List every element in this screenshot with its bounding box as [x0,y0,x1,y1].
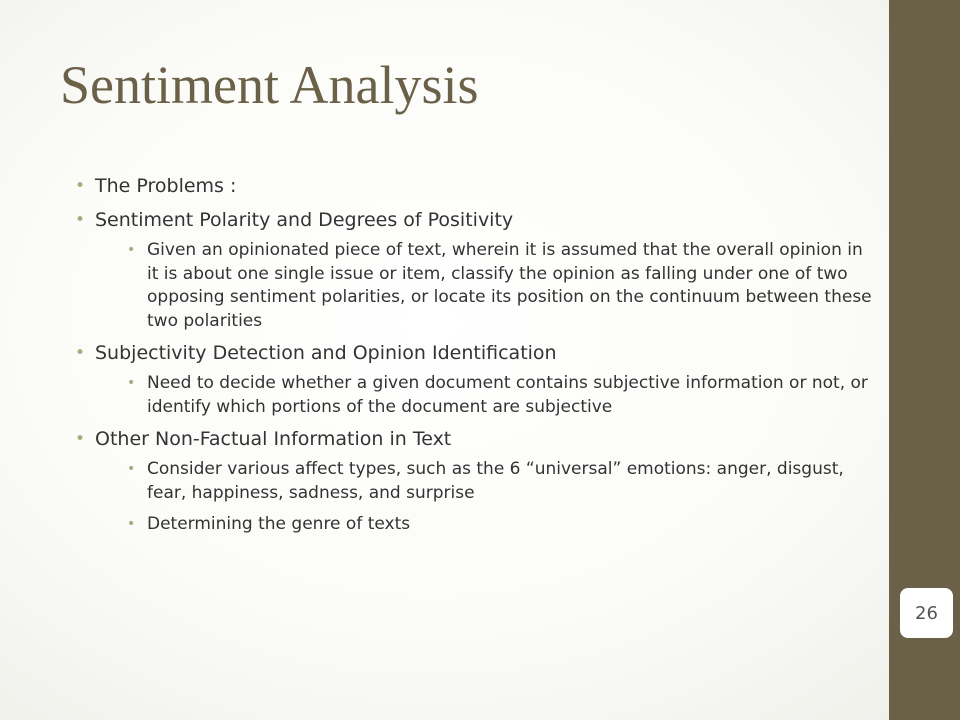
sub-bullet-item [127,513,875,537]
bullet-text: Other Non-Factual Information in Text [95,428,452,450]
bullet-item [75,172,875,200]
sub-bullet-item [127,239,875,333]
bullet-icon: • [75,176,86,196]
bullet-icon: • [75,343,86,363]
sub-bullet-text: Determining the genre of texts [147,514,411,534]
sub-bullet-list [95,372,875,419]
slide-title: Sentiment Analysis [60,55,479,115]
sub-bullet-icon: • [127,461,136,477]
bullet-text: Subjectivity Detection and Opinion Identification [95,342,557,364]
bullet-item [75,425,875,537]
sub-bullet-icon: • [127,242,136,258]
page-number-badge [900,588,953,638]
sub-bullet-item [127,458,875,505]
bullet-text: The Problems : [95,175,237,197]
sub-bullet-icon: • [127,516,136,532]
bullet-icon: • [75,210,86,230]
sub-bullet-item [127,372,875,419]
bullet-icon: • [75,429,86,449]
sub-bullet-text: Given an opinionated piece of text, wherein it is assumed that the overall opinion in it is about one single issue or item, classify the opinion as falling under one of two opposing sentiment polarities, or locate its position on the continuum between these two polarities [147,240,872,331]
page-number: 26 [915,602,938,624]
sub-bullet-list [95,239,875,333]
bullet-list [75,172,875,537]
sub-bullet-list [95,458,875,537]
bullet-item [75,339,875,419]
sub-bullet-text: Need to decide whether a given document contains subjective information or not, or identify which portions of the document are subjective [147,373,868,417]
bullet-text: Sentiment Polarity and Degrees of Positivity [95,209,514,231]
sub-bullet-icon: • [127,375,136,391]
sub-bullet-text: Consider various affect types, such as the 6 “universal” emotions: anger, disgust, fear, happiness, sadness, and surprise [147,459,844,503]
bullet-item [75,206,875,333]
